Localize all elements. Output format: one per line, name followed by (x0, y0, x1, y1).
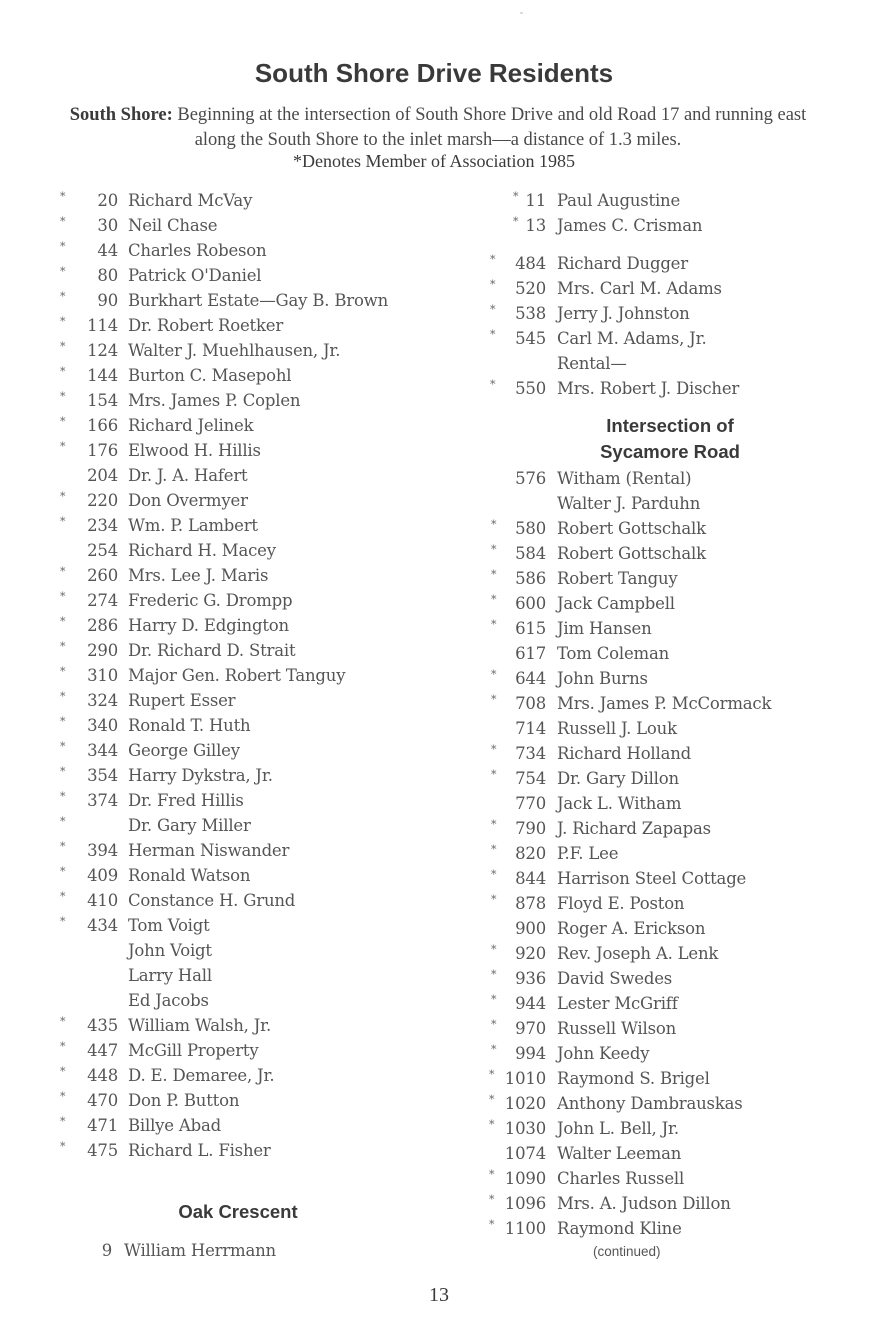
house-number: 1020 (504, 1094, 546, 1113)
member-asterisk-icon: * (491, 843, 497, 856)
resident-name: John Keedy (557, 1044, 650, 1063)
house-number: 9 (101, 1241, 112, 1260)
resident-name: Roger A. Erickson (557, 919, 706, 938)
house-number: 584 (515, 544, 546, 563)
resident-name: Paul Augustine (557, 191, 681, 210)
resident-entry (0, 213, 878, 238)
house-number: 30 (97, 216, 118, 235)
resident-name: Neil Chase (128, 216, 218, 235)
house-number: 354 (87, 766, 118, 785)
house-number: 920 (515, 944, 546, 963)
resident-entry (0, 941, 878, 966)
resident-entry (0, 541, 878, 566)
resident-entry (0, 1166, 878, 1191)
intro-lead: South Shore: (69, 105, 173, 125)
resident-name: Raymond Kline (557, 1219, 682, 1238)
resident-entry (0, 991, 878, 1016)
resident-entry (0, 1066, 878, 1091)
house-number: 290 (87, 641, 118, 660)
resident-entry (0, 188, 878, 213)
member-asterisk-icon: * (60, 640, 66, 653)
house-number: 220 (87, 491, 118, 510)
continued-note: (continued) (593, 1244, 661, 1259)
member-asterisk-icon: * (60, 615, 66, 628)
house-number: 260 (87, 566, 118, 585)
resident-entry (0, 1116, 878, 1141)
house-number: 475 (87, 1141, 118, 1160)
resident-name: Witham (Rental) (557, 469, 692, 488)
member-asterisk-icon: * (513, 190, 519, 203)
resident-name: Mrs. James P. McCormack (557, 694, 772, 713)
resident-name: Charles Russell (557, 1169, 685, 1188)
resident-name: Dr. Fred Hillis (128, 791, 244, 810)
resident-name: Walter J. Muehlhausen, Jr. (128, 341, 341, 360)
resident-name: Rev. Joseph A. Lenk (557, 944, 719, 963)
member-asterisk-icon: * (60, 890, 66, 903)
member-asterisk-icon: * (491, 968, 497, 981)
resident-entry (0, 1016, 878, 1041)
member-asterisk-icon: * (60, 390, 66, 403)
intro-paragraph (58, 103, 818, 153)
resident-entry (0, 1238, 878, 1263)
house-number: 448 (87, 1066, 118, 1085)
house-number: 580 (515, 519, 546, 538)
resident-entry (0, 816, 878, 841)
house-number: 754 (515, 769, 546, 788)
house-number: 286 (87, 616, 118, 635)
resident-name: Jim Hansen (557, 619, 652, 638)
house-number: 176 (87, 441, 118, 460)
house-number: 204 (87, 466, 118, 485)
resident-name: Harry D. Edgington (128, 616, 289, 635)
member-asterisk-icon: * (60, 490, 66, 503)
resident-name: John Voigt (128, 941, 212, 960)
resident-name: McGill Property (128, 1041, 259, 1060)
house-number: 944 (515, 994, 546, 1013)
resident-name: Dr. J. A. Hafert (128, 466, 248, 485)
resident-entry (0, 301, 878, 326)
member-asterisk-icon: * (491, 618, 497, 631)
resident-name: Richard L. Fisher (128, 1141, 271, 1160)
resident-entry (0, 891, 878, 916)
member-asterisk-icon: * (490, 378, 496, 391)
member-asterisk-icon: * (490, 278, 496, 291)
member-asterisk-icon: * (60, 190, 66, 203)
resident-name: William Herrmann (124, 1241, 276, 1260)
resident-name: Don P. Button (128, 1091, 240, 1110)
resident-name: Mrs. Lee J. Maris (128, 566, 269, 585)
member-asterisk-icon: * (60, 1140, 66, 1153)
house-number: 471 (87, 1116, 118, 1135)
resident-entry (0, 791, 878, 816)
house-number: 1090 (504, 1169, 546, 1188)
member-asterisk-icon: * (60, 1015, 66, 1028)
resident-name: Harrison Steel Cottage (557, 869, 747, 888)
resident-name: Richard Dugger (557, 254, 688, 273)
house-number: 708 (515, 694, 546, 713)
resident-entry (0, 741, 878, 766)
member-asterisk-icon: * (60, 715, 66, 728)
resident-name: Tom Coleman (557, 644, 670, 663)
member-asterisk-icon: * (489, 1068, 495, 1081)
house-number: 520 (515, 279, 546, 298)
member-asterisk-icon: * (60, 690, 66, 703)
house-number: 600 (515, 594, 546, 613)
resident-entry (0, 491, 878, 516)
resident-entry (0, 1141, 878, 1166)
house-number: 80 (97, 266, 118, 285)
member-asterisk-icon: * (60, 590, 66, 603)
house-number: 324 (87, 691, 118, 710)
member-asterisk-icon: * (60, 790, 66, 803)
membership-note: *Denotes Member of Association 1985 (293, 151, 575, 171)
sycamore-heading (560, 413, 780, 465)
house-number: 410 (87, 891, 118, 910)
house-number: 617 (515, 644, 546, 663)
member-asterisk-icon: * (489, 1193, 495, 1206)
house-number: 124 (87, 341, 118, 360)
resident-name: Mrs. Carl M. Adams (557, 279, 722, 298)
resident-entry (0, 866, 878, 891)
resident-name: Mrs. A. Judson Dillon (557, 1194, 731, 1213)
resident-name: James C. Crisman (557, 216, 703, 235)
resident-name: Burton C. Masepohl (128, 366, 292, 385)
resident-entry (0, 641, 878, 666)
resident-name: Anthony Dambrauskas (557, 1094, 743, 1113)
member-asterisk-icon: * (60, 1040, 66, 1053)
resident-entry (0, 351, 878, 376)
house-number: 310 (87, 666, 118, 685)
member-asterisk-icon: * (491, 693, 497, 706)
member-asterisk-icon: * (491, 868, 497, 881)
resident-name: Jack L. Witham (557, 794, 682, 813)
house-number: 714 (515, 719, 546, 738)
member-asterisk-icon: * (60, 240, 66, 253)
resident-name: Walter J. Parduhn (557, 494, 701, 513)
member-asterisk-icon: * (60, 665, 66, 678)
resident-name: Jerry J. Johnston (557, 304, 690, 323)
resident-entry (0, 1191, 878, 1216)
house-number: 790 (515, 819, 546, 838)
resident-name: Patrick O'Daniel (128, 266, 262, 285)
resident-name: D. E. Demaree, Jr. (128, 1066, 275, 1085)
house-number: 470 (87, 1091, 118, 1110)
member-asterisk-icon: * (491, 818, 497, 831)
resident-name: Burkhart Estate—Gay B. Brown (128, 291, 389, 310)
resident-name: Raymond S. Brigel (557, 1069, 710, 1088)
member-asterisk-icon: * (489, 1118, 495, 1131)
resident-name: Dr. Richard D. Strait (128, 641, 296, 660)
resident-entry (0, 516, 878, 541)
member-asterisk-icon: * (60, 865, 66, 878)
member-asterisk-icon: * (491, 768, 497, 781)
resident-entry (0, 326, 878, 351)
house-number: 154 (87, 391, 118, 410)
member-asterisk-icon: * (491, 943, 497, 956)
resident-entry (0, 1091, 878, 1116)
house-number: 44 (97, 241, 118, 260)
resident-entry (0, 666, 878, 691)
resident-name: Lester McGriff (557, 994, 678, 1013)
member-asterisk-icon: * (60, 265, 66, 278)
resident-name: Billye Abad (128, 1116, 221, 1135)
resident-name: Constance H. Grund (128, 891, 296, 910)
resident-name: Richard McVay (128, 191, 253, 210)
member-asterisk-icon: * (60, 340, 66, 353)
house-number: 844 (515, 869, 546, 888)
resident-name: Floyd E. Poston (557, 894, 685, 913)
resident-entry (0, 966, 878, 991)
page-title: South Shore Drive Residents (254, 58, 614, 88)
house-number: 344 (87, 741, 118, 760)
resident-name: Russell J. Louk (557, 719, 677, 738)
house-number: 234 (87, 516, 118, 535)
house-number: 144 (87, 366, 118, 385)
resident-name: Richard Holland (557, 744, 692, 763)
resident-name: Larry Hall (128, 966, 212, 985)
house-number: 90 (97, 291, 118, 310)
house-number: 586 (515, 569, 546, 588)
resident-name: Elwood H. Hillis (128, 441, 261, 460)
resident-name: Russell Wilson (557, 1019, 677, 1038)
member-asterisk-icon: * (489, 1218, 495, 1231)
member-asterisk-icon: * (491, 993, 497, 1006)
resident-name: Rental— (557, 354, 627, 373)
resident-name: John L. Bell, Jr. (557, 1119, 679, 1138)
resident-entry (0, 276, 878, 301)
house-number: 970 (515, 1019, 546, 1038)
resident-entry (0, 251, 878, 276)
house-number: 615 (515, 619, 546, 638)
member-asterisk-icon: * (491, 593, 497, 606)
house-number: 254 (87, 541, 118, 560)
house-number: 538 (515, 304, 546, 323)
house-number: 878 (515, 894, 546, 913)
house-number: 20 (97, 191, 118, 210)
house-number: 1010 (504, 1069, 546, 1088)
member-asterisk-icon: * (60, 765, 66, 778)
house-number: 340 (87, 716, 118, 735)
resident-entry (0, 1041, 878, 1066)
house-number: 434 (87, 916, 118, 935)
resident-name: Tom Voigt (128, 916, 210, 935)
resident-entry (0, 691, 878, 716)
house-number: 484 (515, 254, 546, 273)
house-number: 734 (515, 744, 546, 763)
resident-entry (0, 766, 878, 791)
sycamore-heading-line1: Intersection of (606, 415, 734, 436)
member-asterisk-icon: * (60, 515, 66, 528)
house-number: 576 (515, 469, 546, 488)
house-number: 394 (87, 841, 118, 860)
resident-name: Ronald Watson (128, 866, 251, 885)
member-asterisk-icon: * (60, 840, 66, 853)
house-number: 11 (525, 191, 546, 210)
house-number: 13 (525, 216, 546, 235)
member-asterisk-icon: * (60, 565, 66, 578)
resident-name: Charles Robeson (128, 241, 267, 260)
resident-name: Major Gen. Robert Tanguy (128, 666, 346, 685)
resident-name: John Burns (557, 669, 648, 688)
member-asterisk-icon: * (60, 1090, 66, 1103)
member-asterisk-icon: * (60, 740, 66, 753)
member-asterisk-icon: * (513, 215, 519, 228)
house-number: 900 (515, 919, 546, 938)
house-number: 435 (87, 1016, 118, 1035)
resident-entry (0, 716, 878, 741)
resident-entry (0, 566, 878, 591)
house-number: 936 (515, 969, 546, 988)
scan-speck (520, 12, 523, 14)
resident-name: Dr. Gary Miller (128, 816, 251, 835)
member-asterisk-icon: * (60, 440, 66, 453)
member-asterisk-icon: * (491, 1018, 497, 1031)
resident-name: Frederic G. Drompp (128, 591, 293, 610)
resident-name: J. Richard Zapapas (557, 819, 711, 838)
member-asterisk-icon: * (490, 328, 496, 341)
sycamore-heading-line2: Sycamore Road (600, 441, 740, 462)
member-asterisk-icon: * (491, 668, 497, 681)
resident-entry (0, 841, 878, 866)
resident-name: David Swedes (557, 969, 673, 988)
resident-entry (0, 466, 878, 491)
house-number: 409 (87, 866, 118, 885)
house-number: 550 (515, 379, 546, 398)
resident-entry (0, 916, 878, 941)
resident-name: Rupert Esser (128, 691, 236, 710)
resident-name: Ronald T. Huth (128, 716, 251, 735)
house-number: 770 (515, 794, 546, 813)
member-asterisk-icon: * (60, 215, 66, 228)
member-asterisk-icon: * (491, 1043, 497, 1056)
house-number: 1100 (504, 1219, 546, 1238)
member-asterisk-icon: * (60, 415, 66, 428)
house-number: 274 (87, 591, 118, 610)
resident-name: P.F. Lee (557, 844, 619, 863)
house-number: 644 (515, 669, 546, 688)
resident-entry (0, 591, 878, 616)
house-number: 545 (515, 329, 546, 348)
member-asterisk-icon: * (489, 1093, 495, 1106)
member-asterisk-icon: * (491, 743, 497, 756)
resident-name: George Gilley (128, 741, 240, 760)
resident-name: Robert Gottschalk (557, 544, 706, 563)
resident-name: Carl M. Adams, Jr. (557, 329, 707, 348)
resident-name: Dr. Robert Roetker (128, 316, 284, 335)
member-asterisk-icon: * (60, 315, 66, 328)
resident-name: Harry Dykstra, Jr. (128, 766, 273, 785)
resident-name: Mrs. James P. Coplen (128, 391, 301, 410)
resident-name: Don Overmyer (128, 491, 248, 510)
member-asterisk-icon: * (491, 543, 497, 556)
resident-name: Robert Tanguy (557, 569, 678, 588)
page-number: 13 (429, 1284, 449, 1306)
house-number: 374 (87, 791, 118, 810)
member-asterisk-icon: * (60, 1115, 66, 1128)
resident-entry (0, 1216, 878, 1241)
resident-name: Richard Jelinek (128, 416, 254, 435)
resident-name: Dr. Gary Dillon (557, 769, 679, 788)
house-number: 447 (87, 1041, 118, 1060)
house-number: 1096 (504, 1194, 546, 1213)
member-asterisk-icon: * (490, 303, 496, 316)
member-asterisk-icon: * (60, 915, 66, 928)
house-number: 994 (515, 1044, 546, 1063)
member-asterisk-icon: * (491, 518, 497, 531)
resident-entry (0, 616, 878, 641)
intro-text: Beginning at the intersection of South Shore Drive and old Road 17 and running east along the South Shore to the inlet marsh—a distance of 1.3 miles. (172, 105, 807, 150)
resident-entry (0, 376, 878, 401)
house-number: 1074 (504, 1144, 546, 1163)
member-asterisk-icon: * (60, 815, 66, 828)
resident-name: Jack Campbell (557, 594, 675, 613)
resident-name: Mrs. Robert J. Discher (557, 379, 740, 398)
house-number: 166 (87, 416, 118, 435)
house-number: 114 (87, 316, 118, 335)
member-asterisk-icon: * (60, 1065, 66, 1078)
resident-name: William Walsh, Jr. (128, 1016, 272, 1035)
resident-name: Robert Gottschalk (557, 519, 706, 538)
member-asterisk-icon: * (60, 365, 66, 378)
resident-name: Walter Leeman (557, 1144, 682, 1163)
member-asterisk-icon: * (60, 290, 66, 303)
house-number: 820 (515, 844, 546, 863)
resident-name: Wm. P. Lambert (128, 516, 258, 535)
resident-name: Ed Jacobs (128, 991, 209, 1010)
member-asterisk-icon: * (491, 893, 497, 906)
member-asterisk-icon: * (491, 568, 497, 581)
member-asterisk-icon: * (489, 1168, 495, 1181)
resident-name: Herman Niswander (128, 841, 290, 860)
resident-name: Richard H. Macey (128, 541, 276, 560)
member-asterisk-icon: * (490, 253, 496, 266)
house-number: 1030 (504, 1119, 546, 1138)
oak-crescent-heading: Oak Crescent (178, 1201, 298, 1222)
